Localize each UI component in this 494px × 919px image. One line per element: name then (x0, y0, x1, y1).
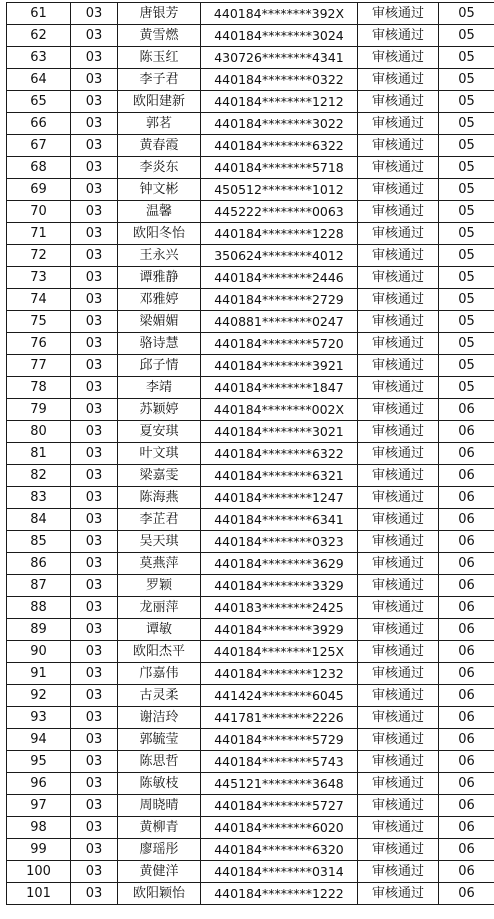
applicant-name-cell: 莫燕萍 (118, 553, 201, 575)
review-status-cell: 审核通过 (358, 267, 439, 289)
applicant-name-cell: 欧阳颖怡 (118, 883, 201, 905)
review-status-cell: 审核通过 (358, 531, 439, 553)
row-number-cell: 97 (7, 795, 71, 817)
session-code-cell: 06 (439, 795, 494, 817)
applicant-name-cell: 龙丽萍 (118, 597, 201, 619)
id-number-cell: 445121********3648 (201, 773, 358, 795)
applicant-name-cell: 罗颖 (118, 575, 201, 597)
id-number-cell: 441781********2226 (201, 707, 358, 729)
row-number-cell: 65 (7, 91, 71, 113)
applicant-name-cell: 周晓晴 (118, 795, 201, 817)
session-code-cell: 05 (439, 3, 494, 25)
review-status-cell: 审核通过 (358, 575, 439, 597)
group-code-cell: 03 (71, 861, 118, 883)
table-row (7, 509, 494, 531)
applicant-name-cell: 谭雅静 (118, 267, 201, 289)
session-code-cell: 05 (439, 289, 494, 311)
group-code-cell: 03 (71, 289, 118, 311)
id-number-cell: 440184********3021 (201, 421, 358, 443)
roster-table-body (7, 3, 494, 905)
session-code-cell: 05 (439, 91, 494, 113)
row-number-cell: 69 (7, 179, 71, 201)
review-status-cell: 审核通过 (358, 3, 439, 25)
row-number-cell: 84 (7, 509, 71, 531)
review-status-cell: 审核通过 (358, 25, 439, 47)
table-row (7, 773, 494, 795)
row-number-cell: 80 (7, 421, 71, 443)
review-status-cell: 审核通过 (358, 91, 439, 113)
session-code-cell: 06 (439, 883, 494, 905)
review-status-cell: 审核通过 (358, 509, 439, 531)
row-number-cell: 70 (7, 201, 71, 223)
group-code-cell: 03 (71, 91, 118, 113)
applicant-name-cell: 廖瑶彤 (118, 839, 201, 861)
session-code-cell: 06 (439, 597, 494, 619)
id-number-cell: 440184********2446 (201, 267, 358, 289)
id-number-cell: 440184********3024 (201, 25, 358, 47)
group-code-cell: 03 (71, 443, 118, 465)
review-status-cell: 审核通过 (358, 641, 439, 663)
table-row (7, 597, 494, 619)
review-status-cell: 审核通过 (358, 751, 439, 773)
table-row (7, 531, 494, 553)
table-row (7, 663, 494, 685)
table-row (7, 839, 494, 861)
table-row (7, 25, 494, 47)
session-code-cell: 05 (439, 135, 494, 157)
table-row (7, 3, 494, 25)
applicant-name-cell: 郭茗 (118, 113, 201, 135)
row-number-cell: 74 (7, 289, 71, 311)
group-code-cell: 03 (71, 333, 118, 355)
group-code-cell: 03 (71, 619, 118, 641)
table-row (7, 861, 494, 883)
group-code-cell: 03 (71, 267, 118, 289)
session-code-cell: 05 (439, 377, 494, 399)
id-number-cell: 440184********6322 (201, 443, 358, 465)
review-status-cell: 审核通过 (358, 333, 439, 355)
row-number-cell: 94 (7, 729, 71, 751)
session-code-cell: 06 (439, 685, 494, 707)
row-number-cell: 90 (7, 641, 71, 663)
id-number-cell: 440184********3921 (201, 355, 358, 377)
row-number-cell: 83 (7, 487, 71, 509)
id-number-cell: 440184********3629 (201, 553, 358, 575)
session-code-cell: 06 (439, 575, 494, 597)
group-code-cell: 03 (71, 773, 118, 795)
table-row (7, 377, 494, 399)
applicant-name-cell: 钟文彬 (118, 179, 201, 201)
id-number-cell: 440184********1232 (201, 663, 358, 685)
session-code-cell: 06 (439, 531, 494, 553)
review-status-cell: 审核通过 (358, 201, 439, 223)
id-number-cell: 440184********5718 (201, 157, 358, 179)
id-number-cell: 440184********3329 (201, 575, 358, 597)
group-code-cell: 03 (71, 707, 118, 729)
table-row (7, 91, 494, 113)
table-row (7, 487, 494, 509)
applicant-name-cell: 欧阳杰平 (118, 641, 201, 663)
applicant-name-cell: 谢洁玲 (118, 707, 201, 729)
group-code-cell: 03 (71, 531, 118, 553)
review-status-cell: 审核通过 (358, 311, 439, 333)
applicant-name-cell: 李子君 (118, 69, 201, 91)
id-number-cell: 440184********6320 (201, 839, 358, 861)
applicant-name-cell: 陈敏枝 (118, 773, 201, 795)
applicant-name-cell: 黄雪燃 (118, 25, 201, 47)
row-number-cell: 92 (7, 685, 71, 707)
review-status-cell: 审核通过 (358, 157, 439, 179)
session-code-cell: 06 (439, 443, 494, 465)
applicant-name-cell: 梁媚媚 (118, 311, 201, 333)
group-code-cell: 03 (71, 421, 118, 443)
group-code-cell: 03 (71, 113, 118, 135)
group-code-cell: 03 (71, 399, 118, 421)
id-number-cell: 440184********5743 (201, 751, 358, 773)
applicant-name-cell: 陈海燕 (118, 487, 201, 509)
id-number-cell: 440184********1212 (201, 91, 358, 113)
table-row (7, 355, 494, 377)
group-code-cell: 03 (71, 465, 118, 487)
session-code-cell: 06 (439, 509, 494, 531)
id-number-cell: 440184********002X (201, 399, 358, 421)
row-number-cell: 99 (7, 839, 71, 861)
session-code-cell: 06 (439, 839, 494, 861)
id-number-cell: 440184********2729 (201, 289, 358, 311)
applicant-name-cell: 邝嘉伟 (118, 663, 201, 685)
id-number-cell: 440184********5727 (201, 795, 358, 817)
session-code-cell: 05 (439, 333, 494, 355)
table-row (7, 245, 494, 267)
applicant-name-cell: 黄柳青 (118, 817, 201, 839)
applicant-name-cell: 李炎东 (118, 157, 201, 179)
id-number-cell: 440183********2425 (201, 597, 358, 619)
group-code-cell: 03 (71, 487, 118, 509)
id-number-cell: 440184********6322 (201, 135, 358, 157)
review-status-cell: 审核通过 (358, 245, 439, 267)
row-number-cell: 62 (7, 25, 71, 47)
applicant-name-cell: 郭毓莹 (118, 729, 201, 751)
group-code-cell: 03 (71, 25, 118, 47)
id-number-cell: 440184********1247 (201, 487, 358, 509)
row-number-cell: 77 (7, 355, 71, 377)
applicant-name-cell: 苏颖婷 (118, 399, 201, 421)
table-row (7, 685, 494, 707)
table-row (7, 113, 494, 135)
review-status-cell: 审核通过 (358, 883, 439, 905)
applicant-name-cell: 邓雅婷 (118, 289, 201, 311)
id-number-cell: 440184********5729 (201, 729, 358, 751)
table-row (7, 729, 494, 751)
row-number-cell: 72 (7, 245, 71, 267)
session-code-cell: 05 (439, 113, 494, 135)
table-row (7, 135, 494, 157)
id-number-cell: 440184********1228 (201, 223, 358, 245)
id-number-cell: 440184********6020 (201, 817, 358, 839)
group-code-cell: 03 (71, 245, 118, 267)
session-code-cell: 05 (439, 355, 494, 377)
applicant-name-cell: 欧阳建新 (118, 91, 201, 113)
group-code-cell: 03 (71, 751, 118, 773)
id-number-cell: 350624********4012 (201, 245, 358, 267)
group-code-cell: 03 (71, 839, 118, 861)
session-code-cell: 06 (439, 663, 494, 685)
session-code-cell: 06 (439, 751, 494, 773)
review-status-cell: 审核通过 (358, 839, 439, 861)
row-number-cell: 61 (7, 3, 71, 25)
table-row (7, 575, 494, 597)
review-status-cell: 审核通过 (358, 223, 439, 245)
group-code-cell: 03 (71, 3, 118, 25)
id-number-cell: 440184********0314 (201, 861, 358, 883)
review-status-cell: 审核通过 (358, 113, 439, 135)
session-code-cell: 06 (439, 399, 494, 421)
row-number-cell: 73 (7, 267, 71, 289)
row-number-cell: 89 (7, 619, 71, 641)
review-status-cell: 审核通过 (358, 399, 439, 421)
group-code-cell: 03 (71, 355, 118, 377)
group-code-cell: 03 (71, 597, 118, 619)
table-row (7, 399, 494, 421)
review-status-cell: 审核通过 (358, 377, 439, 399)
row-number-cell: 64 (7, 69, 71, 91)
session-code-cell: 06 (439, 707, 494, 729)
group-code-cell: 03 (71, 157, 118, 179)
id-number-cell: 440184********1222 (201, 883, 358, 905)
table-row (7, 817, 494, 839)
id-number-cell: 440184********0323 (201, 531, 358, 553)
group-code-cell: 03 (71, 179, 118, 201)
applicant-name-cell: 李芷君 (118, 509, 201, 531)
applicant-name-cell: 邱子情 (118, 355, 201, 377)
session-code-cell: 06 (439, 487, 494, 509)
id-number-cell: 440184********125X (201, 641, 358, 663)
session-code-cell: 05 (439, 47, 494, 69)
row-number-cell: 66 (7, 113, 71, 135)
session-code-cell: 06 (439, 817, 494, 839)
group-code-cell: 03 (71, 47, 118, 69)
session-code-cell: 06 (439, 553, 494, 575)
group-code-cell: 03 (71, 663, 118, 685)
session-code-cell: 05 (439, 267, 494, 289)
table-row (7, 267, 494, 289)
session-code-cell: 05 (439, 25, 494, 47)
session-code-cell: 06 (439, 861, 494, 883)
review-status-cell: 审核通过 (358, 861, 439, 883)
table-row (7, 795, 494, 817)
group-code-cell: 03 (71, 311, 118, 333)
id-number-cell: 445222********0063 (201, 201, 358, 223)
row-number-cell: 85 (7, 531, 71, 553)
review-status-cell: 审核通过 (358, 795, 439, 817)
group-code-cell: 03 (71, 553, 118, 575)
table-row (7, 47, 494, 69)
session-code-cell: 05 (439, 201, 494, 223)
applicant-name-cell: 陈玉红 (118, 47, 201, 69)
id-number-cell: 440184********3022 (201, 113, 358, 135)
review-status-cell: 审核通过 (358, 443, 439, 465)
review-status-cell: 审核通过 (358, 663, 439, 685)
group-code-cell: 03 (71, 883, 118, 905)
review-status-cell: 审核通过 (358, 619, 439, 641)
row-number-cell: 78 (7, 377, 71, 399)
table-row (7, 69, 494, 91)
table-row (7, 707, 494, 729)
applicant-name-cell: 叶文琪 (118, 443, 201, 465)
group-code-cell: 03 (71, 377, 118, 399)
review-status-cell: 审核通过 (358, 817, 439, 839)
row-number-cell: 95 (7, 751, 71, 773)
group-code-cell: 03 (71, 135, 118, 157)
group-code-cell: 03 (71, 729, 118, 751)
id-number-cell: 450512********1012 (201, 179, 358, 201)
session-code-cell: 05 (439, 179, 494, 201)
review-status-cell: 审核通过 (358, 707, 439, 729)
table-row (7, 201, 494, 223)
review-status-cell: 审核通过 (358, 135, 439, 157)
roster-table-container (6, 2, 494, 905)
table-row (7, 421, 494, 443)
applicant-name-cell: 温馨 (118, 201, 201, 223)
group-code-cell: 03 (71, 685, 118, 707)
row-number-cell: 67 (7, 135, 71, 157)
row-number-cell: 81 (7, 443, 71, 465)
id-number-cell: 440184********0322 (201, 69, 358, 91)
id-number-cell: 440184********392X (201, 3, 358, 25)
review-status-cell: 审核通过 (358, 179, 439, 201)
applicant-name-cell: 吴天琪 (118, 531, 201, 553)
session-code-cell: 05 (439, 157, 494, 179)
row-number-cell: 75 (7, 311, 71, 333)
session-code-cell: 06 (439, 729, 494, 751)
review-status-cell: 审核通过 (358, 47, 439, 69)
roster-table (6, 2, 494, 905)
table-row (7, 179, 494, 201)
applicant-name-cell: 古灵柔 (118, 685, 201, 707)
review-status-cell: 审核通过 (358, 69, 439, 91)
applicant-name-cell: 王永兴 (118, 245, 201, 267)
review-status-cell: 审核通过 (358, 685, 439, 707)
applicant-name-cell: 陈思哲 (118, 751, 201, 773)
row-number-cell: 68 (7, 157, 71, 179)
table-row (7, 443, 494, 465)
table-row (7, 553, 494, 575)
group-code-cell: 03 (71, 201, 118, 223)
row-number-cell: 91 (7, 663, 71, 685)
group-code-cell: 03 (71, 509, 118, 531)
applicant-name-cell: 黄春霞 (118, 135, 201, 157)
table-row (7, 223, 494, 245)
session-code-cell: 06 (439, 641, 494, 663)
group-code-cell: 03 (71, 795, 118, 817)
row-number-cell: 71 (7, 223, 71, 245)
row-number-cell: 100 (7, 861, 71, 883)
group-code-cell: 03 (71, 69, 118, 91)
review-status-cell: 审核通过 (358, 597, 439, 619)
table-row (7, 641, 494, 663)
id-number-cell: 440184********6321 (201, 465, 358, 487)
table-row (7, 751, 494, 773)
session-code-cell: 06 (439, 465, 494, 487)
review-status-cell: 审核通过 (358, 355, 439, 377)
row-number-cell: 98 (7, 817, 71, 839)
id-number-cell: 430726********4341 (201, 47, 358, 69)
review-status-cell: 审核通过 (358, 487, 439, 509)
applicant-name-cell: 唐银芳 (118, 3, 201, 25)
review-status-cell: 审核通过 (358, 729, 439, 751)
row-number-cell: 101 (7, 883, 71, 905)
table-row (7, 289, 494, 311)
table-row (7, 883, 494, 905)
table-row (7, 465, 494, 487)
table-row (7, 157, 494, 179)
group-code-cell: 03 (71, 223, 118, 245)
group-code-cell: 03 (71, 817, 118, 839)
applicant-name-cell: 梁嘉雯 (118, 465, 201, 487)
applicant-name-cell: 李靖 (118, 377, 201, 399)
session-code-cell: 06 (439, 773, 494, 795)
id-number-cell: 440881********0247 (201, 311, 358, 333)
table-row (7, 333, 494, 355)
row-number-cell: 88 (7, 597, 71, 619)
session-code-cell: 06 (439, 619, 494, 641)
id-number-cell: 441424********6045 (201, 685, 358, 707)
id-number-cell: 440184********1847 (201, 377, 358, 399)
session-code-cell: 06 (439, 421, 494, 443)
row-number-cell: 76 (7, 333, 71, 355)
applicant-name-cell: 骆诗慧 (118, 333, 201, 355)
table-row (7, 311, 494, 333)
applicant-name-cell: 欧阳冬怡 (118, 223, 201, 245)
review-status-cell: 审核通过 (358, 465, 439, 487)
session-code-cell: 05 (439, 245, 494, 267)
review-status-cell: 审核通过 (358, 553, 439, 575)
id-number-cell: 440184********6341 (201, 509, 358, 531)
row-number-cell: 96 (7, 773, 71, 795)
row-number-cell: 82 (7, 465, 71, 487)
id-number-cell: 440184********3929 (201, 619, 358, 641)
applicant-name-cell: 夏安琪 (118, 421, 201, 443)
review-status-cell: 审核通过 (358, 289, 439, 311)
session-code-cell: 05 (439, 223, 494, 245)
row-number-cell: 86 (7, 553, 71, 575)
review-status-cell: 审核通过 (358, 421, 439, 443)
session-code-cell: 05 (439, 69, 494, 91)
row-number-cell: 87 (7, 575, 71, 597)
applicant-name-cell: 黄健洋 (118, 861, 201, 883)
group-code-cell: 03 (71, 641, 118, 663)
id-number-cell: 440184********5720 (201, 333, 358, 355)
applicant-name-cell: 谭敏 (118, 619, 201, 641)
row-number-cell: 63 (7, 47, 71, 69)
table-row (7, 619, 494, 641)
review-status-cell: 审核通过 (358, 773, 439, 795)
session-code-cell: 05 (439, 311, 494, 333)
row-number-cell: 93 (7, 707, 71, 729)
row-number-cell: 79 (7, 399, 71, 421)
group-code-cell: 03 (71, 575, 118, 597)
